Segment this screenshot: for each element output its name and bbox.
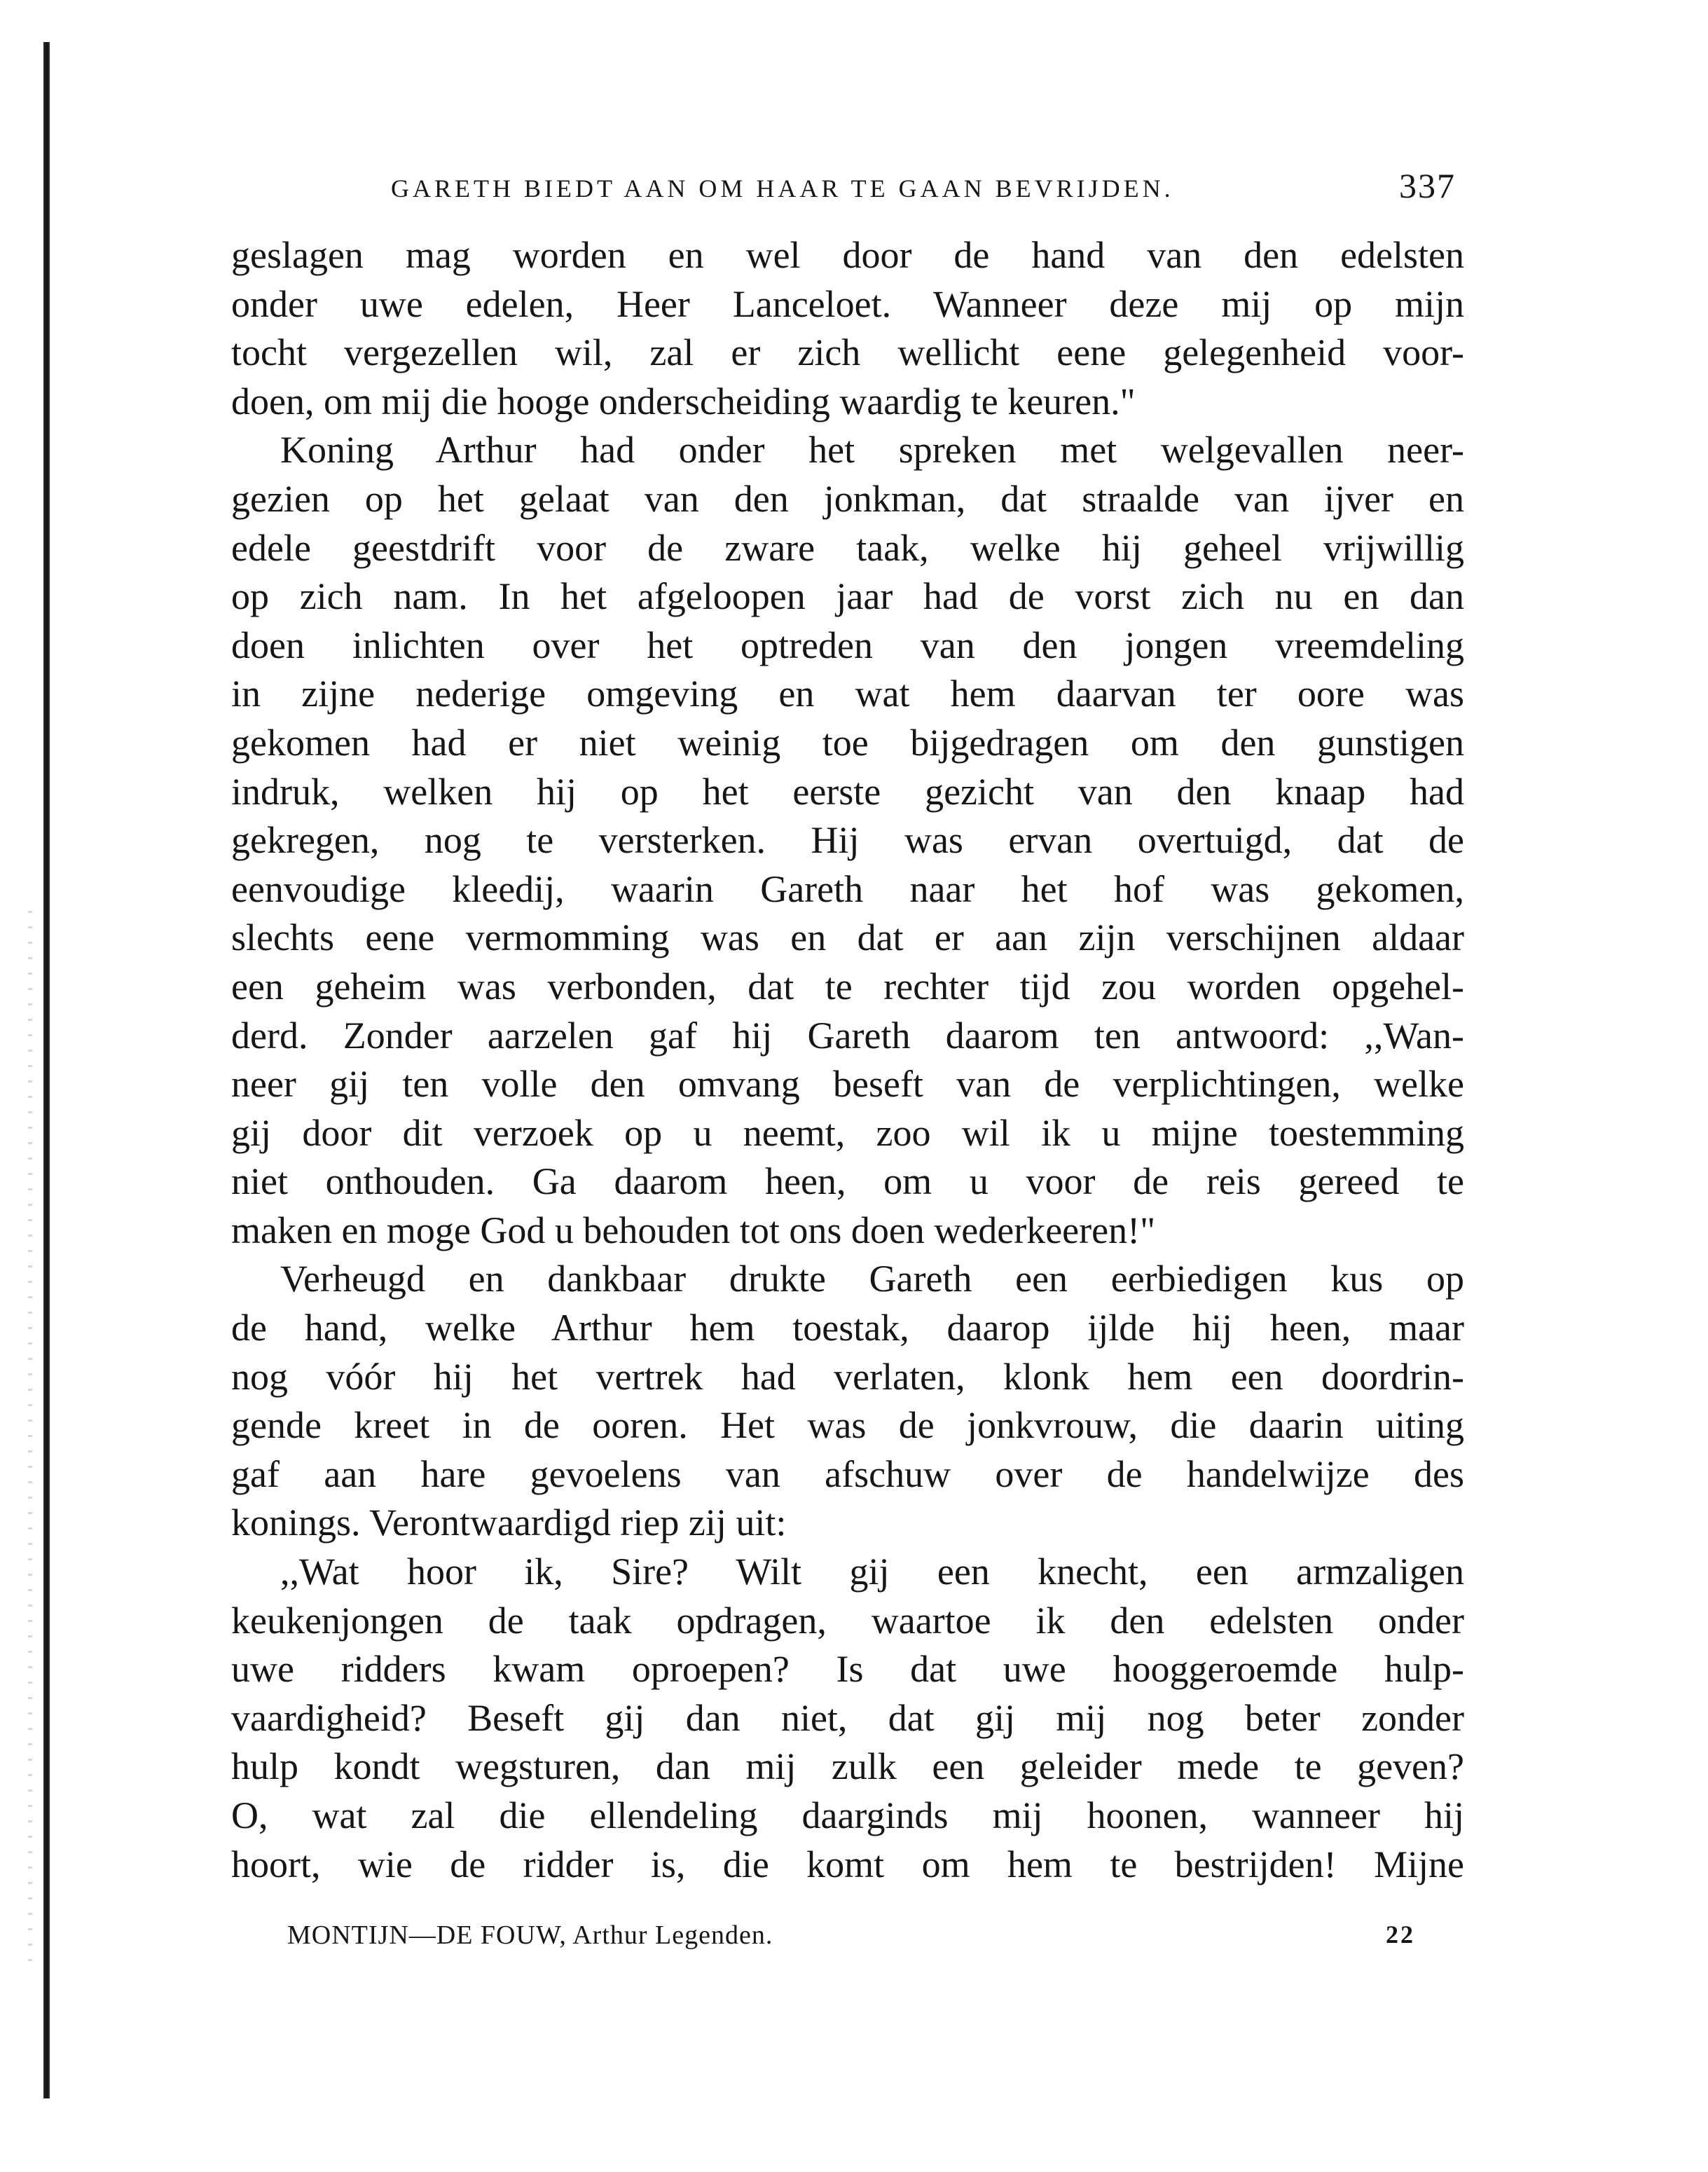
text-line: nog vóór hij het vertrek had verlaten, klonk hem een doordrin- (231, 1355, 1464, 1398)
running-head (391, 165, 1456, 221)
binding-speckle (28, 911, 32, 1962)
text-line: indruk, welken hij op het eerste gezicht van den knaap had (231, 770, 1464, 813)
body-text (231, 231, 1464, 1889)
text-line: neer gij ten volle den omvang beseft van de verplichtingen, welke (231, 1063, 1464, 1106)
text-line: op zich nam. In het afgeloopen jaar had de vorst zich nu en dan (231, 575, 1464, 618)
text-line: maken en moge God u behouden tot ons doen wederkeeren!" (231, 1209, 1156, 1251)
footer (287, 1920, 1415, 1962)
text-line: gende kreet in de ooren. Het was de jonkvrouw, die daarin uiting (231, 1404, 1464, 1447)
text-line: gekomen had er niet weinig toe bijgedragen om den gunstigen (231, 721, 1464, 764)
text-line: doen, om mij die hooge onderscheiding waardig te keuren." (231, 380, 1136, 422)
text-line: geslagen mag worden en wel door de hand van den edelsten (231, 234, 1464, 276)
text-line: doen inlichten over het optreden van den jongen vreemdeling (231, 624, 1464, 666)
page-number: 337 (1399, 166, 1456, 205)
text-line: keukenjongen de taak opdragen, waartoe ik den edelsten onder (231, 1599, 1464, 1642)
text-line: onder uwe edelen, Heer Lanceloet. Wanneer deze mij op mijn (231, 282, 1464, 325)
text-line: een geheim was verbonden, dat te rechter tijd zou worden opgehel- (231, 965, 1464, 1008)
signature-number: 22 (1386, 1920, 1415, 1948)
text-line: hoort, wie de ridder is, die komt om hem te bestrijden! Mijne (231, 1843, 1464, 1885)
text-line: konings. Verontwaardigd riep zij uit: (231, 1501, 787, 1544)
text-line: O, wat zal die ellendeling daarginds mij hoonen, wanneer hij (231, 1794, 1464, 1836)
text-line: Koning Arthur had onder het spreken met welgevallen neer- (280, 429, 1464, 472)
text-line: Verheugd en dankbaar drukte Gareth een eerbiedigen kus op (280, 1258, 1464, 1300)
text-line: de hand, welke Arthur hem toestak, daarop ijlde hij heen, maar (231, 1307, 1464, 1349)
running-title: GARETH BIEDT AAN OM HAAR TE GAAN BEVRIJDEN. (391, 174, 1174, 202)
text-line: tocht vergezellen wil, zal er zich wellicht eene gelegenheid voor- (231, 331, 1464, 374)
text-line: niet onthouden. Ga daarom heen, om u voor de reis gereed te (231, 1160, 1464, 1203)
text-line: gekregen, nog te versterken. Hij was ervan overtuigd, dat de (231, 819, 1464, 862)
signature-line: MONTIJN—DE FOUW, Arthur Legenden. (287, 1920, 773, 1950)
text-line: slechts eene vermomming was en dat er aan zijn verschijnen aldaar (231, 916, 1464, 959)
text-line: uwe ridders kwam oproepen? Is dat uwe hooggeroemde hulp- (231, 1648, 1464, 1691)
binding-edge (43, 42, 50, 2098)
text-line: vaardigheid? Beseft gij dan niet, dat gij mij nog beter zonder (231, 1696, 1464, 1739)
text-line: edele geestdrift voor de zware taak, welke hij geheel vrijwillig (231, 526, 1464, 569)
text-line: gaf aan hare gevoelens van afschuw over de handelwijze des (231, 1452, 1464, 1495)
text-line: in zijne nederige omgeving en wat hem daarvan ter oore was (231, 673, 1464, 715)
text-line: hulp kondt wegsturen, dan mij zulk een geleider mede te geven? (231, 1745, 1464, 1788)
text-line: ,,Wat hoor ik, Sire? Wilt gij een knecht, een armzaligen (280, 1551, 1464, 1593)
text-line: gij door dit verzoek op u neemt, zoo wil ik u mijne toestemming (231, 1111, 1464, 1154)
text-line: derd. Zonder aarzelen gaf hij Gareth daarom ten antwoord: ,,Wan- (231, 1014, 1464, 1057)
text-line: gezien op het gelaat van den jonkman, dat straalde van ijver en (231, 477, 1464, 520)
text-line: eenvoudige kleedij, waarin Gareth naar het hof was gekomen, (231, 867, 1464, 910)
